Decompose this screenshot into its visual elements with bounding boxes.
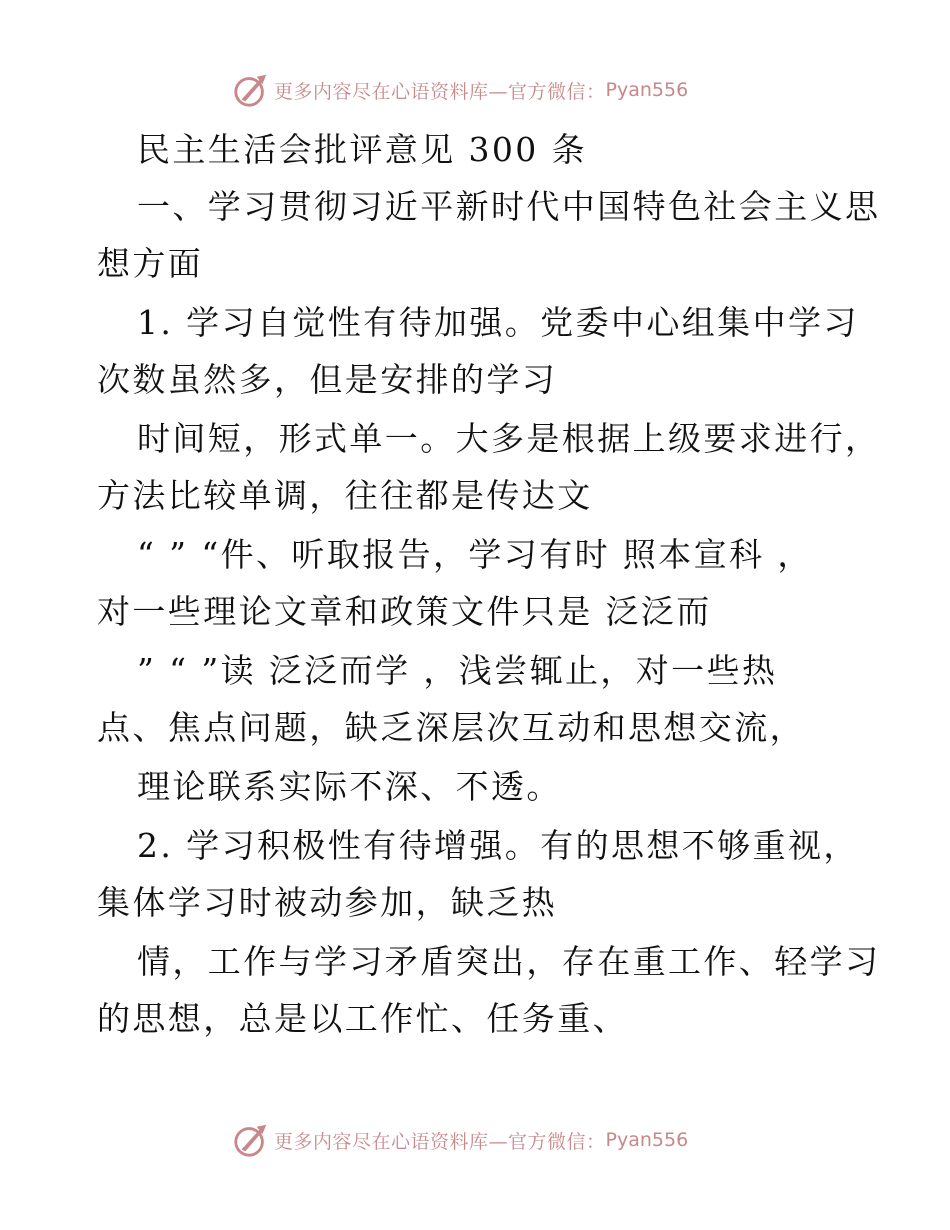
paragraph-line: 的思想，总是以工作忙、任务重、 bbox=[97, 999, 628, 1038]
footer-watermark bbox=[232, 1120, 752, 1160]
paragraph-line: 情，工作与学习矛盾突出，存在重工作、轻学习 bbox=[137, 942, 881, 981]
paragraph-line: 2. 学习积极性有待增强。有的思想不够重视， bbox=[137, 826, 859, 865]
watermark-handle: Pyan556 bbox=[605, 79, 689, 101]
paragraph-line: ” “ ”读 泛泛而学 ，浅尝辄止，对一些热 bbox=[137, 651, 778, 690]
paragraph-line: 次数虽然多，但是安排的学习 bbox=[97, 360, 558, 399]
watermark-handle: Pyan556 bbox=[605, 1129, 689, 1151]
paragraph-line: 时间短，形式单一。大多是根据上级要求进行， bbox=[137, 419, 881, 458]
paragraph-line: 对一些理论文章和政策文件只是 泛泛而 bbox=[97, 592, 712, 631]
paragraph-line: 1. 学习自觉性有待加强。党委中心组集中学习 bbox=[137, 303, 859, 342]
watermark-text: 更多内容尽在心语资料库—官方微信： bbox=[274, 1130, 606, 1153]
document-title: 民主生活会批评意见 300 条 bbox=[137, 130, 587, 169]
watermark-text: 更多内容尽在心语资料库—官方微信： bbox=[274, 80, 606, 103]
paragraph-line: 方法比较单调，往往都是传达文 bbox=[97, 476, 593, 515]
section-heading: 一、学习贯彻习近平新时代中国特色社会主义思 bbox=[137, 187, 881, 226]
quill-logo-icon bbox=[232, 71, 270, 109]
paragraph-line: “ ” “件、听取报告，学习有时 照本宣科 ， bbox=[137, 535, 813, 574]
quill-logo-icon bbox=[232, 1121, 270, 1159]
paragraph-line: 集体学习时被动参加，缺乏热 bbox=[97, 883, 558, 922]
paragraph-line: 理论联系实际不深、不透。 bbox=[137, 767, 562, 806]
header-watermark bbox=[232, 70, 752, 110]
paragraph-line: 点、焦点问题，缺乏深层次互动和思想交流， bbox=[97, 708, 805, 747]
section-heading-cont: 想方面 bbox=[97, 244, 204, 283]
